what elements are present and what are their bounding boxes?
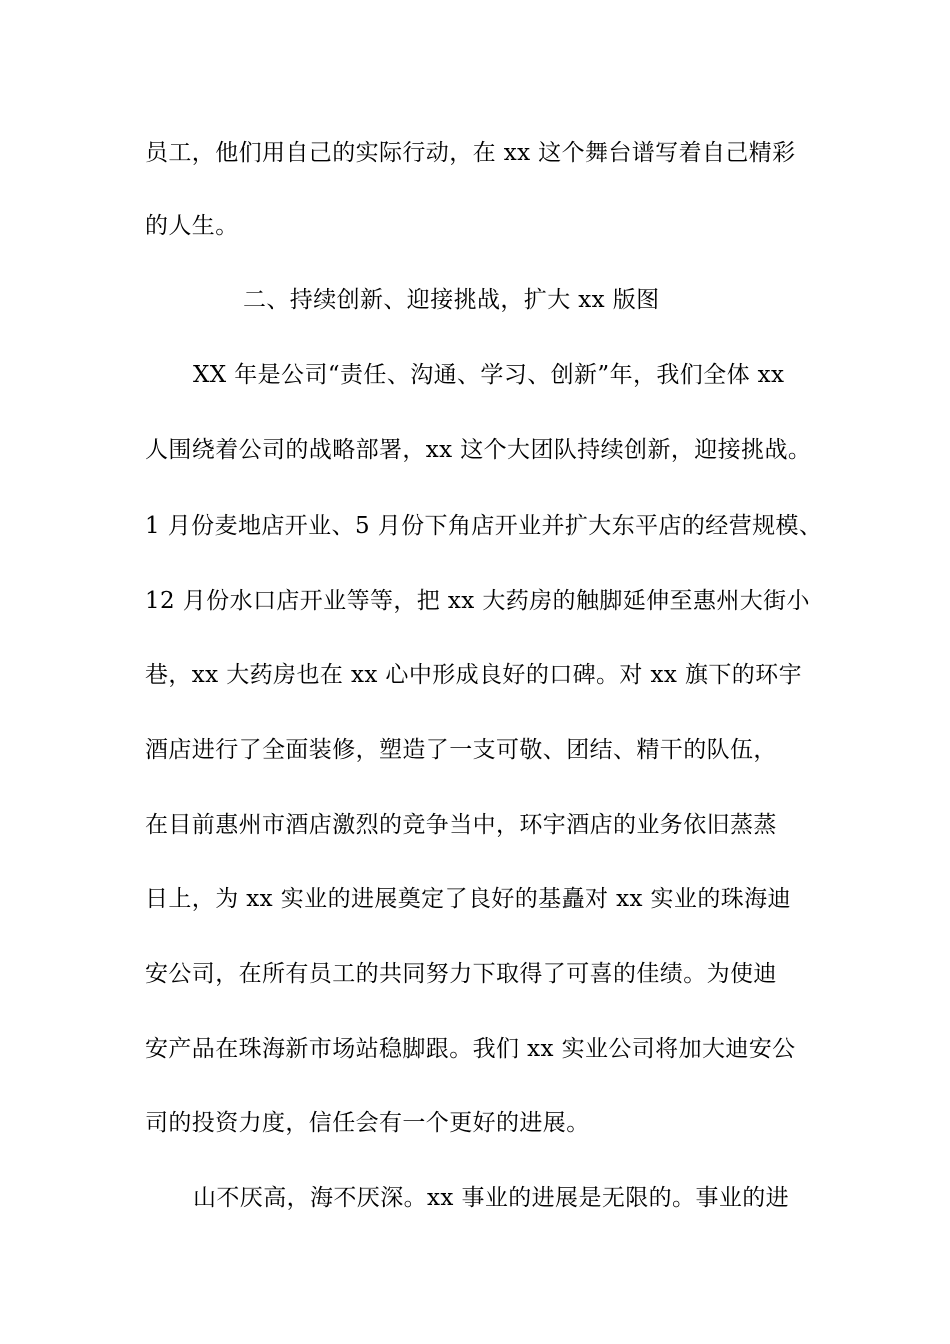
paragraph-line: 员工，他们用自己的实际行动，在 xx 这个舞台谱写着自己精彩: [145, 140, 796, 166]
paragraph-line: XX 年是公司“责任、沟通、学习、创新”年，我们全体 xx: [193, 362, 785, 388]
paragraph-line: 酒店进行了全面装修，塑造了一支可敬、团结、精干的队伍，: [145, 737, 777, 763]
paragraph-line: 巷，xx 大药房也在 xx 心中形成良好的口碑。对 xx 旗下的环宇: [145, 662, 802, 688]
paragraph-line: 安产品在珠海新市场站稳脚跟。我们 xx 实业公司将加大迪安公: [145, 1036, 796, 1062]
paragraph-line: 人围绕着公司的战略部署，xx 这个大团队持续创新，迎接挑战。: [145, 437, 812, 463]
paragraph-line: 日上，为 xx 实业的进展奠定了良好的基矗对 xx 实业的珠海迪: [145, 886, 791, 912]
paragraph-line: 安公司，在所有员工的共同努力下取得了可喜的佳绩。为使迪: [145, 961, 777, 987]
section-heading: 二、持续创新、迎接挑战，扩大 xx 版图: [243, 287, 660, 313]
paragraph-line: 在目前惠州市酒店激烈的竞争当中，环宇酒店的业务依旧蒸蒸: [145, 812, 777, 838]
paragraph-line: 司的投资力度，信任会有一个更好的进展。: [145, 1110, 590, 1136]
paragraph-line: 的人生。: [145, 213, 239, 239]
paragraph-line: 12 月份水口店开业等等，把 xx 大药房的触脚延伸至惠州大街小: [145, 588, 810, 614]
paragraph-line: 山不厌高，海不厌深。xx 事业的进展是无限的。事业的进: [193, 1185, 790, 1211]
paragraph-line: 1 月份麦地店开业、5 月份下角店开业并扩大东平店的经营规模、: [145, 513, 823, 539]
